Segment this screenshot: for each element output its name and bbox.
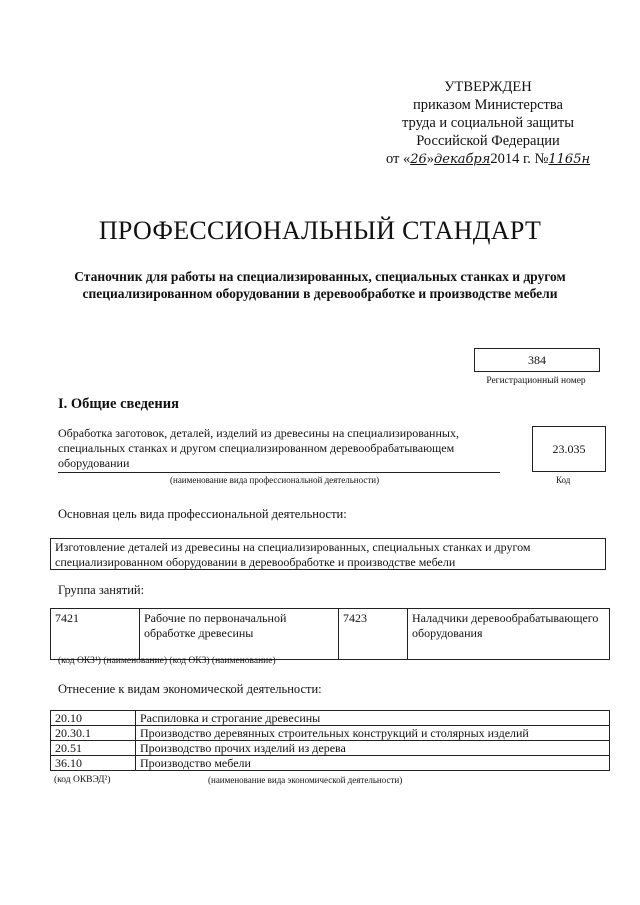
occupation-name-1: Рабочие по первоначальной обработке древесины <box>140 609 339 660</box>
standard-subtitle: Станочник для работы на специализированных, специальных станках и другом специализированном оборудовании в деревообработке и производстве мебели <box>74 269 566 301</box>
order-number: 1165н <box>548 152 591 167</box>
approval-line-1: УТВЕРЖДЕН <box>444 79 532 95</box>
goal-box: Изготовление деталей из древесины на специализированных, специальных станках и другом специализированном оборудовании в деревообработке и производстве мебели <box>50 538 606 570</box>
econ-code: 20.10 <box>51 711 136 726</box>
econ-table <box>50 710 610 771</box>
activity-code-box: 23.035 <box>532 426 606 472</box>
table-row <box>51 741 610 756</box>
econ-code-caption: (код ОКВЭД²) <box>54 775 111 785</box>
registration-number-box: 384 <box>474 348 600 372</box>
econ-name: Производство деревянных строительных конструкций и столярных изделий <box>136 726 610 741</box>
occupation-code-2: 7423 <box>339 609 408 660</box>
table-row <box>51 711 610 726</box>
econ-name: Производство прочих изделий из дерева <box>136 741 610 756</box>
activity-caption: (наименование вида профессиональной деятельности) <box>170 475 380 485</box>
econ-code: 36.10 <box>51 756 136 771</box>
occupation-name-2: Наладчики деревообрабатывающего оборудования <box>408 609 610 660</box>
group-label: Группа занятий: <box>58 583 145 597</box>
econ-name-caption: (наименование вида экономической деятельности) <box>208 775 403 785</box>
approval-line-4: Российской Федерации <box>416 133 560 149</box>
econ-code: 20.51 <box>51 741 136 756</box>
table-row <box>51 726 610 741</box>
date-day: 26 <box>410 152 427 167</box>
approval-block <box>368 78 608 169</box>
table-row <box>51 609 610 660</box>
occupation-code-1: 7421 <box>51 609 140 660</box>
approval-line-3: труда и социальной защиты <box>402 115 574 131</box>
econ-code: 20.30.1 <box>51 726 136 741</box>
activity-underline <box>58 472 500 473</box>
page-title: ПРОФЕССИОНАЛЬНЫЙ СТАНДАРТ <box>98 216 542 245</box>
goal-label: Основная цель вида профессиональной деятельности: <box>58 507 347 521</box>
date-year: 2014 г. № <box>490 151 549 167</box>
occupation-caption: (код ОКЗ¹) (наименование) (код ОКЗ) (наименование) <box>58 656 276 666</box>
date-mid: » <box>426 151 435 167</box>
activity-name: Обработка заготовок, деталей, изделий из древесины на специализированных, специальных станках и другом специализированном деревообрабатывающем оборудовании <box>58 426 459 470</box>
table-row <box>51 756 610 771</box>
econ-label: Отнесение к видам экономической деятельности: <box>58 682 322 696</box>
occupation-table <box>50 608 610 660</box>
date-prefix: от « <box>385 151 411 167</box>
date-month: декабря <box>434 152 491 167</box>
approval-line-2: приказом Министерства <box>413 97 563 113</box>
section-heading: I. Общие сведения <box>58 396 179 412</box>
econ-name: Производство мебели <box>136 756 610 771</box>
activity-code-caption: Код <box>556 475 571 485</box>
registration-number-label: Регистрационный номер <box>486 376 586 386</box>
approval-date <box>386 150 590 169</box>
econ-name: Распиловка и строгание древесины <box>136 711 610 726</box>
